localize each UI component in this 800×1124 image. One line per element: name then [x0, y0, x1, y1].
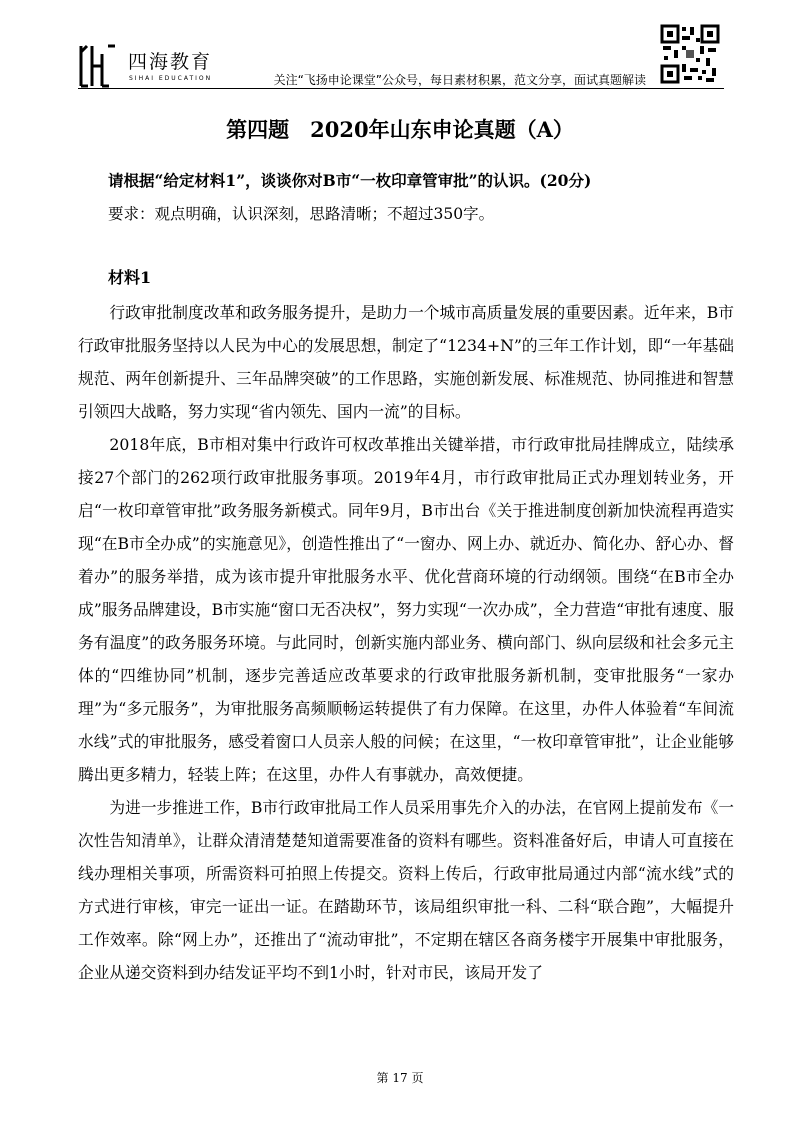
- brand-logo: [78, 44, 213, 90]
- paragraph: 行政审批制度改革和政务服务提升，是助力一个城市高质量发展的重要因素。近年来，B市行政审批服务坚持以人民为中心的发展思想，制定了“1234+N”的三年工作计划，即“一年基础规范、两年创新提升、三年品牌突破”的工作思路，实施创新发展、标准规范、协同推进和智慧引领四大战略，努力实现“省内领先、国内一流”的目标。: [78, 303, 734, 421]
- logo-mark-icon: [78, 44, 118, 88]
- material-heading: 材料1: [108, 268, 152, 287]
- requirement-text: 要求：观点明确，认识深刻，思路清晰；不超过350字。: [108, 205, 495, 223]
- page-title: 第四题 2020年山东申论真题（A）: [226, 117, 574, 142]
- material-body: [78, 296, 734, 989]
- qr-code-icon[interactable]: [660, 24, 720, 84]
- page-number: 第 17 页: [376, 1071, 424, 1085]
- paragraph: 为进一步推进工作，B市行政审批局工作人员采用事先介入的办法，在官网上提前发布《一次性告知清单》，让群众清清楚楚知道需要准备的资料有哪些。资料准备好后，申请人可直接在线办理相关事项，所需资料可拍照上传提交。资料上传后，行政审批局通过内部“流水线”式的方式进行审核，审完一证出一证。在踏勘环节，该局组织审批一科、二科“联合跑”，大幅提升工作效率。除“网上办”，还推出了“流动审批”，不定期在辖区各商务楼宇开展集中审批服务，企业从递交资料到办结发证平均不到1小时，针对市民，该局开发了: [78, 798, 734, 982]
- paragraph: 2018年底，B市相对集中行政许可权改革推出关键举措，市行政审批局挂牌成立，陆续承接27个部门的262项行政审批服务事项。2019年4月，市行政审批局正式办理划转业务，开启“一枚印章管审批”政务服务新模式。同年9月，B市出台《关于推进制度创新加快流程再造实现“在B市全办成”的实施意见》，创造性推出了“一窗办、网上办、就近办、简化办、舒心办、督着办”的服务举措，成为该市提升审批服务水平、优化营商环境的行动纲领。围绕“在B市全办成”服务品牌建设，B市实施“窗口无否决权”，努力实现“一次办成”，全力营造“审批有速度、服务有温度”的政务服务环境。与此同时，创新实施内部业务、横向部门、纵向层级和社会多元主体的“四维协同”机制，逐步完善适应改革要求的行政审批服务新机制，变审批服务“一家办理”为“多元服务”，为审批服务高频顺畅运转提供了有力保障。在这里，办件人体验着“车间流水线”式的审批服务，感受着窗口人员亲人般的问候；在这里，“一枚印章管审批”，让企业能够腾出更多精力，轻装上阵；在这里，办件人有事就办，高效便捷。: [78, 435, 734, 784]
- page-header: [78, 24, 724, 88]
- question-prompt: 请根据“给定材料1”，谈谈你对B市“一枚印章管审批”的认识。(20分): [108, 171, 592, 190]
- logo-name: 四海教育: [128, 51, 213, 73]
- header-divider: [78, 88, 724, 89]
- logo-subtitle: SIHAI EDUCATION: [129, 75, 213, 82]
- header-promo-text: 关注“飞扬申论课堂”公众号，每日素材积累，范文分享，面试真题解读: [273, 73, 646, 87]
